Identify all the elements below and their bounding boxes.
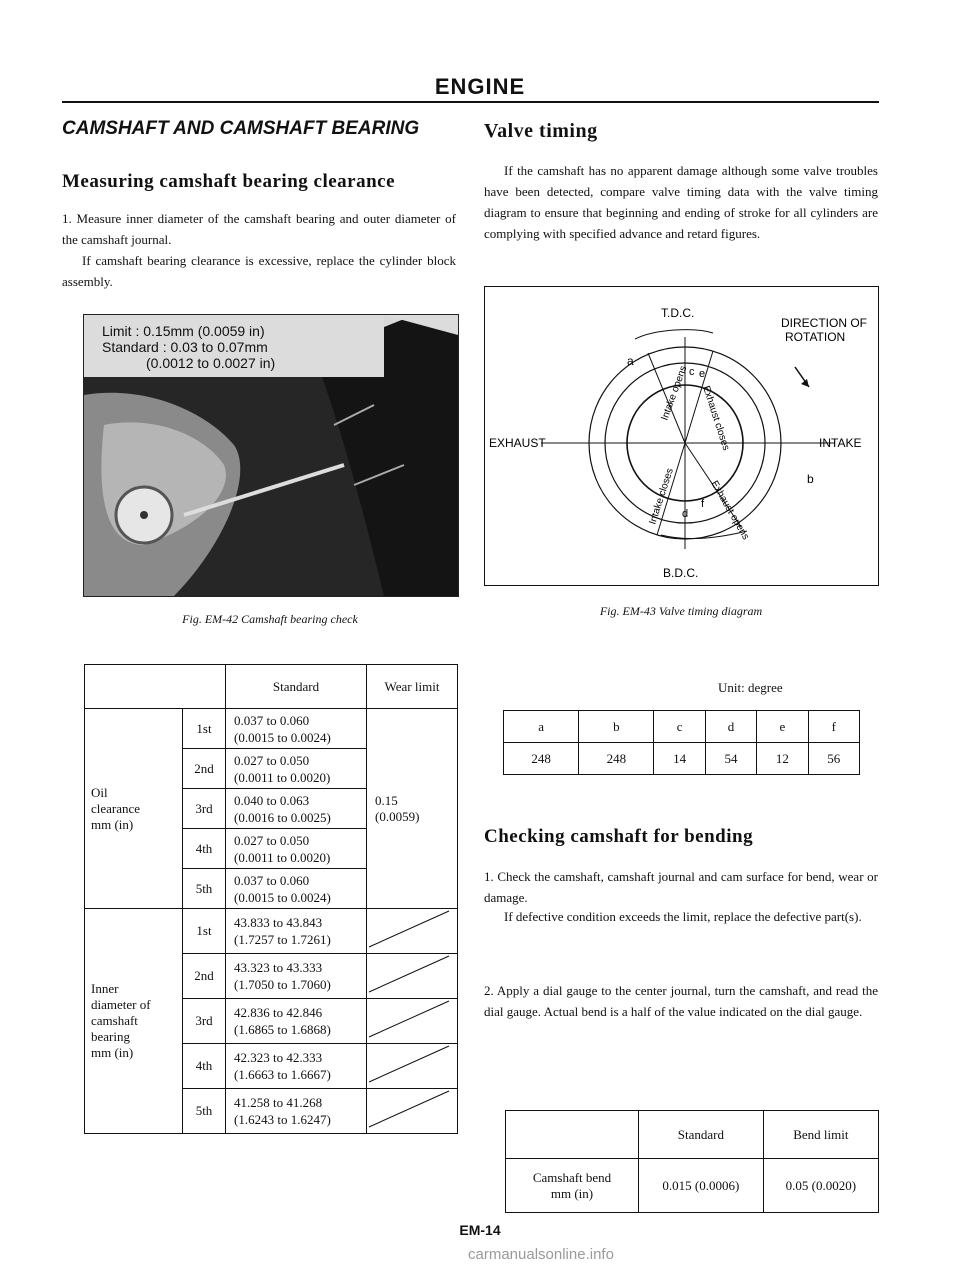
label-e: e xyxy=(699,368,706,380)
standard-cell: 43.833 to 43.843 (1.7257 to 1.7261) xyxy=(226,909,367,954)
valve-timing-table xyxy=(503,710,860,775)
exhaust-label: EXHAUST xyxy=(489,436,546,450)
header-e: e xyxy=(757,711,808,743)
paragraph-dial-gauge: 2. Apply a dial gauge to the center journal, turn the camshaft, and read the dial gauge. Actual bend is a half of the value indicated on the dial gauge. xyxy=(484,983,878,1019)
col-header-standard: Standard xyxy=(226,665,367,709)
standard-cell: 42.836 to 42.846 (1.6865 to 1.6868) xyxy=(226,999,367,1044)
valve-timing-title: Valve timing xyxy=(484,120,598,142)
journal-cell: 5th xyxy=(183,869,226,909)
col-header-wear-limit: Wear limit xyxy=(367,665,458,709)
standard-cell: 0.040 to 0.063 (0.0016 to 0.0025) xyxy=(226,789,367,829)
na-cell xyxy=(367,909,458,954)
intake-label: INTAKE xyxy=(819,436,862,450)
section-title: CAMSHAFT AND CAMSHAFT BEARING xyxy=(62,118,420,139)
label-c: c xyxy=(689,366,695,378)
journal-cell: 2nd xyxy=(183,954,226,999)
value-b: 248 xyxy=(579,743,654,775)
standard-cell: 0.037 to 0.060 (0.0015 to 0.0024) xyxy=(226,709,367,749)
table-row xyxy=(506,1159,879,1213)
value-d: 54 xyxy=(705,743,756,775)
header-d: d xyxy=(705,711,756,743)
bend-row-label: Camshaft bend mm (in) xyxy=(506,1159,639,1213)
standard-cell: 42.323 to 42.333 (1.6663 to 1.6667) xyxy=(226,1044,367,1089)
subsection-title: Measuring camshaft bearing clearance xyxy=(62,171,396,192)
table-row xyxy=(504,711,860,743)
table-corner xyxy=(85,665,226,709)
photo-label-limit: Limit : 0.15mm (0.0059 in) xyxy=(102,323,265,339)
value-c: 14 xyxy=(654,743,705,775)
valve-timing-svg xyxy=(485,287,878,585)
diagonal-slash xyxy=(367,909,451,949)
watermark: carmanualsonline.info xyxy=(468,1246,614,1263)
table-row xyxy=(506,1111,879,1159)
journal-cell: 3rd xyxy=(183,789,226,829)
arc-a-arrow xyxy=(635,330,713,339)
journal-cell: 4th xyxy=(183,829,226,869)
standard-cell: 0.027 to 0.050 (0.0011 to 0.0020) xyxy=(226,829,367,869)
label-a: a xyxy=(627,354,634,368)
paragraph-replace: If camshaft bearing clearance is excessive, replace the cylinder block assembly. xyxy=(62,253,456,289)
paragraph-bending-replace: If defective condition exceeds the limit, replace the defective part(s). xyxy=(504,909,862,924)
exhaust-opens-label: Exhaust opens xyxy=(708,479,752,542)
value-a: 248 xyxy=(504,743,579,775)
header-c: c xyxy=(654,711,705,743)
exhaust-closes-label: Exhaust closes xyxy=(700,384,732,452)
journal-cell: 2nd xyxy=(183,749,226,789)
header-b: b xyxy=(579,711,654,743)
row-label-oil-clearance: Oil clearance mm (in) xyxy=(85,709,183,909)
label-f: f xyxy=(701,498,705,510)
direction-label-1: DIRECTION OF xyxy=(781,316,867,330)
photo-label-standard: Standard : 0.03 to 0.07mm xyxy=(102,339,268,355)
header-a: a xyxy=(504,711,579,743)
bend-table xyxy=(505,1110,879,1213)
standard-cell: 41.258 to 41.268 (1.6243 to 1.6247) xyxy=(226,1089,367,1134)
table-row xyxy=(85,909,458,954)
camshaft-bearing-photo xyxy=(83,314,459,597)
value-e: 12 xyxy=(757,743,808,775)
na-cell xyxy=(367,999,458,1044)
journal-cell: 3rd xyxy=(183,999,226,1044)
page-number: EM-14 xyxy=(459,1222,501,1238)
paragraph-measure: 1. Measure inner diameter of the camshaft bearing and outer diameter of the camshaft journal. xyxy=(62,211,456,247)
figure-caption-em43: Fig. EM-43 Valve timing diagram xyxy=(599,604,763,618)
label-d: d xyxy=(682,508,689,520)
bend-col-standard: Standard xyxy=(639,1111,764,1159)
figure-caption-em42: Fig. EM-42 Camshaft bearing check xyxy=(182,612,358,626)
bend-limit-value: 0.05 (0.0020) xyxy=(763,1159,878,1213)
clearance-table xyxy=(84,664,458,1134)
oil-wear-limit: 0.15 (0.0059) xyxy=(367,709,458,909)
na-cell xyxy=(367,1089,458,1134)
paragraph-bending-check: 1. Check the camshaft, camshaft journal and cam surface for bend, wear or damage. xyxy=(484,869,878,905)
bend-col-limit: Bend limit xyxy=(763,1111,878,1159)
bending-title: Checking camshaft for bending xyxy=(484,826,754,847)
standard-cell: 0.027 to 0.050 (0.0011 to 0.0020) xyxy=(226,749,367,789)
valve-timing-diagram xyxy=(484,286,879,586)
journal-cell: 1st xyxy=(183,909,226,954)
bdc-label: B.D.C. xyxy=(663,566,699,580)
label-b: b xyxy=(807,472,814,486)
journal-cell: 5th xyxy=(183,1089,226,1134)
table-row xyxy=(85,709,458,749)
value-f: 56 xyxy=(808,743,859,775)
na-cell xyxy=(367,954,458,999)
diagonal-slash xyxy=(367,1089,451,1129)
diagonal-slash xyxy=(367,1044,451,1084)
tdc-label: T.D.C. xyxy=(661,306,695,320)
header-f: f xyxy=(808,711,859,743)
diagonal-slash xyxy=(367,954,451,994)
journal-cell: 4th xyxy=(183,1044,226,1089)
page-header-title: ENGINE xyxy=(434,74,526,99)
diagonal-slash xyxy=(367,999,451,1039)
journal-cell: 1st xyxy=(183,709,226,749)
unit-label: Unit: degree xyxy=(718,680,783,695)
photo-label-standard-in: (0.0012 to 0.0027 in) xyxy=(146,355,276,371)
bend-table-corner xyxy=(506,1111,639,1159)
intake-closes-label: Intake closes xyxy=(647,467,676,526)
standard-cell: 0.037 to 0.060 (0.0015 to 0.0024) xyxy=(226,869,367,909)
paragraph-valve-timing: If the camshaft has no apparent damage although some valve troubles have been detected, compare valve timing data with the valve timing diagram to ensure that beginning and ending of stroke for all cylinders are complying with specified advance and retard figures. xyxy=(484,163,878,241)
intake-opens-label: Intake opens xyxy=(659,364,690,423)
na-cell xyxy=(367,1044,458,1089)
direction-label-2: ROTATION xyxy=(785,330,846,344)
bend-standard-value: 0.015 (0.0006) xyxy=(639,1159,764,1213)
standard-cell: 43.323 to 43.333 (1.7050 to 1.7060) xyxy=(226,954,367,999)
table-row xyxy=(504,743,860,775)
row-label-inner-diameter: Inner diameter of camshaft bearing mm (in) xyxy=(85,909,183,1134)
header-rule xyxy=(62,101,879,103)
